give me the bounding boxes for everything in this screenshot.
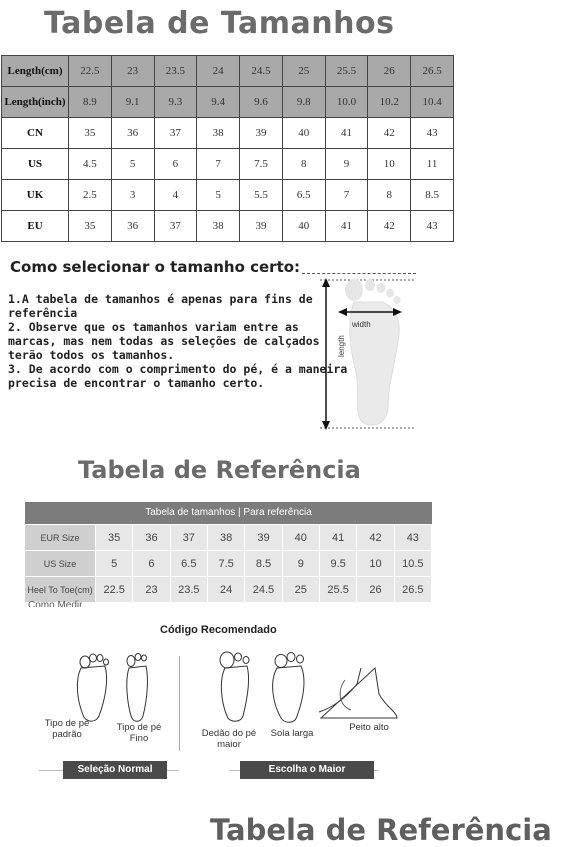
length-label: length xyxy=(337,335,346,357)
table-cell: 42 xyxy=(368,118,411,149)
table-cell: 36 xyxy=(111,118,154,149)
table-cell: 25 xyxy=(282,56,325,87)
row-header: CN xyxy=(2,118,69,149)
bottom-title: Tabela de Referência xyxy=(210,813,552,847)
table-cell: 35 xyxy=(69,118,112,149)
table-cell: 23.5 xyxy=(170,577,207,603)
table-cell: 37 xyxy=(154,118,197,149)
table-cell: 22.5 xyxy=(69,56,112,87)
table-cell: 10.0 xyxy=(325,87,368,118)
foot-measure-diagram xyxy=(290,272,420,437)
table-cell: 36 xyxy=(111,211,154,242)
table-cell: 7 xyxy=(325,180,368,211)
choose-larger-label: Escolha o Maior xyxy=(240,761,374,779)
table-cell: 4.5 xyxy=(69,149,112,180)
table-cell: 7.5 xyxy=(240,149,283,180)
width-label: width xyxy=(352,320,371,329)
row-header: Length(cm) xyxy=(2,56,69,87)
reference-table xyxy=(25,502,432,602)
table-cell: 24 xyxy=(197,56,240,87)
table-cell: 8.9 xyxy=(69,87,112,118)
table-cell: 25.5 xyxy=(325,56,368,87)
table-cell: 8.5 xyxy=(411,180,454,211)
table-cell: 9.3 xyxy=(154,87,197,118)
step-1: 1.A tabela de tamanhos é apenas para fins de referência xyxy=(8,292,313,320)
table-row xyxy=(2,149,454,180)
size-table xyxy=(1,55,454,242)
reference-title: Tabela de Referência xyxy=(78,456,361,484)
table-cell: 40 xyxy=(282,118,325,149)
table-cell: 36 xyxy=(133,525,170,551)
table-cell: 41 xyxy=(319,525,356,551)
table-cell: 26.5 xyxy=(411,56,454,87)
table-cell: 23.5 xyxy=(154,56,197,87)
table-row xyxy=(2,211,454,242)
table-cell: 26.5 xyxy=(394,577,431,603)
table-cell: 23 xyxy=(133,577,170,603)
table-cell: 2.5 xyxy=(69,180,112,211)
divider xyxy=(179,656,180,751)
table-cell: 38 xyxy=(197,118,240,149)
table-cell: 23 xyxy=(111,56,154,87)
table-cell: 9 xyxy=(325,149,368,180)
table-cell: 39 xyxy=(240,118,283,149)
table-cell: 37 xyxy=(154,211,197,242)
caption-wide: Sola larga xyxy=(270,728,314,739)
row-header: US Size xyxy=(25,551,96,577)
caption-high-arch: Peito alto xyxy=(349,722,389,733)
table-cell: 8.5 xyxy=(245,551,282,577)
table-cell: 10.4 xyxy=(411,87,454,118)
caption-big-toe: Dedão do pé maior xyxy=(201,728,257,750)
table-cell: 9.8 xyxy=(282,87,325,118)
how-to-title: Como selecionar o tamanho certo: xyxy=(10,258,301,276)
table-cell: 35 xyxy=(96,525,133,551)
table-cell: 43 xyxy=(394,525,431,551)
table-cell: 3 xyxy=(111,180,154,211)
step-3: 3. De acordo com o comprimento do pé, é a maneira precisa de encontrar o tamanho certo. xyxy=(8,362,348,390)
table-cell: 41 xyxy=(325,211,368,242)
table-cell: 24.5 xyxy=(240,56,283,87)
table-cell: 24 xyxy=(207,577,244,603)
table-cell: 26 xyxy=(368,56,411,87)
table-cell: 9.6 xyxy=(240,87,283,118)
table-cell: 39 xyxy=(240,211,283,242)
table-cell: 22.5 xyxy=(96,577,133,603)
table-cell: 35 xyxy=(69,211,112,242)
table-row xyxy=(25,577,432,603)
recommended-size-panel xyxy=(19,610,453,800)
normal-selection-label: Seleção Normal xyxy=(63,761,167,779)
table-cell: 9.4 xyxy=(197,87,240,118)
standard-foot-icon xyxy=(77,666,106,721)
table-cell: 5 xyxy=(197,180,240,211)
table-cell: 6 xyxy=(133,551,170,577)
recommend-title: Código Recomendado xyxy=(160,624,277,636)
table-cell: 40 xyxy=(282,525,319,551)
table-cell: 38 xyxy=(207,525,244,551)
table-cell: 43 xyxy=(411,211,454,242)
page-title: Tabela de Tamanhos xyxy=(44,6,395,41)
table-cell: 7.5 xyxy=(207,551,244,577)
table-row xyxy=(2,56,454,87)
table-cell: 5 xyxy=(111,149,154,180)
table-cell: 9.5 xyxy=(319,551,356,577)
table-row xyxy=(25,525,432,551)
table-cell: 25.5 xyxy=(319,577,356,603)
table-cell: 7 xyxy=(197,149,240,180)
table-cell: 6 xyxy=(154,149,197,180)
table-cell: 10 xyxy=(368,149,411,180)
reference-table-header: Tabela de tamanhos | Para referência xyxy=(25,502,432,524)
table-cell: 9.1 xyxy=(111,87,154,118)
table-cell: 37 xyxy=(170,525,207,551)
table-cell: 4 xyxy=(154,180,197,211)
step-2: 2. Observe que os tamanhos variam entre as marcas, mas nem todas as seleções de calçados terão todos os tamanhos. xyxy=(8,320,320,362)
table-cell: 26 xyxy=(357,577,394,603)
table-cell: 43 xyxy=(411,118,454,149)
caption-standard: Tipo de pé padrão xyxy=(44,718,90,740)
table-cell: 41 xyxy=(325,118,368,149)
cut-off-text: Como Medir xyxy=(28,600,83,607)
row-header: EUR Size xyxy=(25,525,96,551)
narrow-foot-icon xyxy=(127,666,148,721)
table-cell: 5 xyxy=(96,551,133,577)
table-cell: 24.5 xyxy=(245,577,282,603)
table-cell: 6.5 xyxy=(282,180,325,211)
high-arch-foot-icon xyxy=(319,668,397,718)
table-row xyxy=(2,180,454,211)
table-cell: 40 xyxy=(282,211,325,242)
caption-narrow: Tipo de pé Fino xyxy=(116,722,162,744)
table-cell: 10.5 xyxy=(394,551,431,577)
table-cell: 11 xyxy=(411,149,454,180)
table-cell: 25 xyxy=(282,577,319,603)
table-cell: 6.5 xyxy=(170,551,207,577)
table-cell: 8 xyxy=(282,149,325,180)
table-cell: 42 xyxy=(368,211,411,242)
table-row xyxy=(2,87,454,118)
table-cell: 10 xyxy=(357,551,394,577)
table-cell: 9 xyxy=(282,551,319,577)
table-row xyxy=(2,118,454,149)
big-toe-foot-icon xyxy=(221,666,248,721)
wide-foot-icon xyxy=(273,666,304,722)
table-cell: 42 xyxy=(357,525,394,551)
table-cell: 8 xyxy=(368,180,411,211)
row-header: US xyxy=(2,149,69,180)
row-header: EU xyxy=(2,211,69,242)
row-header: Length(inch) xyxy=(2,87,69,118)
row-header: Heel To Toe(cm) xyxy=(25,577,96,603)
table-cell: 38 xyxy=(197,211,240,242)
row-header: UK xyxy=(2,180,69,211)
table-row xyxy=(25,551,432,577)
table-cell: 39 xyxy=(245,525,282,551)
table-cell: 5.5 xyxy=(240,180,283,211)
table-cell: 10.2 xyxy=(368,87,411,118)
